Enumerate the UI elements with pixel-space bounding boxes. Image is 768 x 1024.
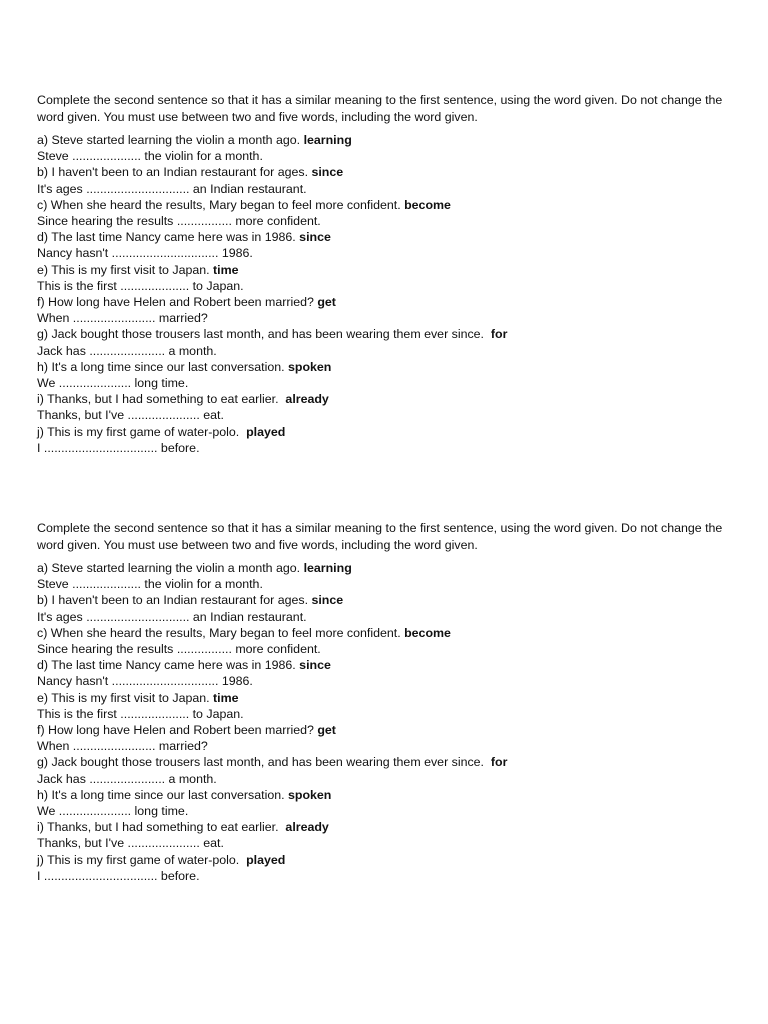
answer-line: Since hearing the results ................ more confident. xyxy=(37,214,321,229)
keyword: spoken xyxy=(287,359,332,374)
exercise-item-g xyxy=(37,754,737,786)
answer-line: I ................................. before. xyxy=(37,440,200,455)
answer-line: Jack has ...................... a month. xyxy=(37,343,217,358)
answer-line: Jack has ...................... a month. xyxy=(37,771,217,786)
prompt-text: c) When she heard the results, Mary began to feel more confident. xyxy=(37,625,405,640)
exercise-section-2 xyxy=(37,520,737,884)
keyword: already xyxy=(285,392,329,407)
prompt-line xyxy=(37,819,737,835)
keyword: become xyxy=(404,197,451,212)
answer-line: I ................................. before. xyxy=(37,868,200,883)
exercise-list xyxy=(37,560,737,884)
exercise-item-i xyxy=(37,819,737,851)
keyword: played xyxy=(246,424,286,439)
answer-line: Thanks, but I've ..................... eat. xyxy=(37,836,224,851)
prompt-line xyxy=(37,657,737,673)
prompt-line xyxy=(37,164,737,180)
prompt-line xyxy=(37,754,737,770)
prompt-text: f) How long have Helen and Robert been married? xyxy=(37,295,318,310)
exercise-item-d xyxy=(37,657,737,689)
instructions: Complete the second sentence so that it has a similar meaning to the first sentence, using the word given. Do not change the word given. You must use between two and five words, including the word given. xyxy=(37,521,723,552)
prompt-text: a) Steve started learning the violin a month ago. xyxy=(37,561,304,575)
answer-line: Nancy hasn't ............................... 1986. xyxy=(37,246,253,261)
answer-line: It's ages .............................. an Indian restaurant. xyxy=(37,609,307,624)
answer-line: Thanks, but I've ..................... eat. xyxy=(37,408,224,423)
prompt-line xyxy=(37,787,737,803)
keyword: get xyxy=(317,723,336,738)
exercise-item-h xyxy=(37,787,737,819)
prompt-text: i) Thanks, but I had something to eat earlier. xyxy=(37,820,286,835)
exercise-item-a xyxy=(37,132,737,164)
exercise-item-f xyxy=(37,722,737,754)
prompt-line xyxy=(37,294,737,310)
prompt-line xyxy=(37,132,737,148)
exercise-item-i xyxy=(37,391,737,423)
prompt-text: e) This is my first visit to Japan. xyxy=(37,262,214,277)
answer-line: Nancy hasn't ............................... 1986. xyxy=(37,674,253,689)
prompt-text: g) Jack bought those trousers last month, and has been wearing them ever since. xyxy=(37,327,491,342)
keyword: learning xyxy=(303,133,352,147)
answer-line: Steve .................... the violin for a month. xyxy=(37,149,263,164)
prompt-line xyxy=(37,391,737,407)
prompt-text: d) The last time Nancy came here was in 1986. xyxy=(37,658,300,673)
answer-line: We ..................... long time. xyxy=(37,804,189,819)
prompt-text: h) It's a long time since our last conversation. xyxy=(37,359,288,374)
prompt-text: a) Steve started learning the violin a month ago. xyxy=(37,133,304,147)
prompt-line xyxy=(37,424,737,440)
exercise-item-b xyxy=(37,592,737,624)
exercise-list xyxy=(37,132,737,456)
prompt-text: j) This is my first game of water-polo. xyxy=(37,424,247,439)
keyword: since xyxy=(299,230,331,245)
prompt-text: e) This is my first visit to Japan. xyxy=(37,690,214,705)
prompt-line xyxy=(37,229,737,245)
exercise-item-g xyxy=(37,326,737,358)
keyword: become xyxy=(404,625,451,640)
prompt-text: h) It's a long time since our last conversation. xyxy=(37,787,288,802)
exercise-item-f xyxy=(37,294,737,326)
prompt-text: i) Thanks, but I had something to eat earlier. xyxy=(37,392,286,407)
exercise-item-h xyxy=(37,359,737,391)
prompt-line xyxy=(37,262,737,278)
answer-line: This is the first .................... to Japan. xyxy=(37,278,244,293)
keyword: time xyxy=(213,690,239,705)
exercise-item-c xyxy=(37,625,737,657)
exercise-section-1 xyxy=(37,92,737,456)
exercise-item-j xyxy=(37,852,737,884)
prompt-text: f) How long have Helen and Robert been married? xyxy=(37,723,318,738)
keyword: time xyxy=(213,262,239,277)
instructions: Complete the second sentence so that it has a similar meaning to the first sentence, using the word given. Do not change the word given. You must use between two and five words, including the word given. xyxy=(37,93,723,124)
prompt-line xyxy=(37,197,737,213)
keyword: played xyxy=(246,852,286,867)
prompt-text: d) The last time Nancy came here was in 1986. xyxy=(37,230,300,245)
keyword: since xyxy=(311,593,344,608)
prompt-line xyxy=(37,722,737,738)
answer-line: It's ages .............................. an Indian restaurant. xyxy=(37,181,307,196)
answer-line: When ........................ married? xyxy=(37,739,208,754)
prompt-text: b) I haven't been to an Indian restaurant for ages. xyxy=(37,593,312,608)
keyword: spoken xyxy=(287,787,332,802)
prompt-line xyxy=(37,592,737,608)
keyword: for xyxy=(490,327,508,342)
answer-line: When ........................ married? xyxy=(37,311,208,326)
prompt-text: c) When she heard the results, Mary began to feel more confident. xyxy=(37,197,405,212)
exercise-item-j xyxy=(37,424,737,456)
answer-line: Since hearing the results ................ more confident. xyxy=(37,642,321,657)
answer-line: This is the first .................... to Japan. xyxy=(37,706,244,721)
exercise-item-b xyxy=(37,164,737,196)
exercise-item-e xyxy=(37,690,737,722)
keyword: for xyxy=(490,755,508,770)
keyword: since xyxy=(299,658,331,673)
prompt-line xyxy=(37,560,737,576)
exercise-item-d xyxy=(37,229,737,261)
keyword: learning xyxy=(303,561,352,575)
prompt-line xyxy=(37,326,737,342)
answer-line: We ..................... long time. xyxy=(37,376,189,391)
exercise-item-a xyxy=(37,560,737,592)
prompt-text: g) Jack bought those trousers last month, and has been wearing them ever since. xyxy=(37,755,491,770)
prompt-text: b) I haven't been to an Indian restaurant for ages. xyxy=(37,165,312,180)
prompt-line xyxy=(37,359,737,375)
prompt-line xyxy=(37,852,737,868)
prompt-text: j) This is my first game of water-polo. xyxy=(37,852,247,867)
keyword: already xyxy=(285,820,329,835)
keyword: get xyxy=(317,295,336,310)
prompt-line xyxy=(37,690,737,706)
answer-line: Steve .................... the violin for a month. xyxy=(37,577,263,592)
keyword: since xyxy=(311,165,344,180)
prompt-line xyxy=(37,625,737,641)
exercise-item-e xyxy=(37,262,737,294)
exercise-item-c xyxy=(37,197,737,229)
